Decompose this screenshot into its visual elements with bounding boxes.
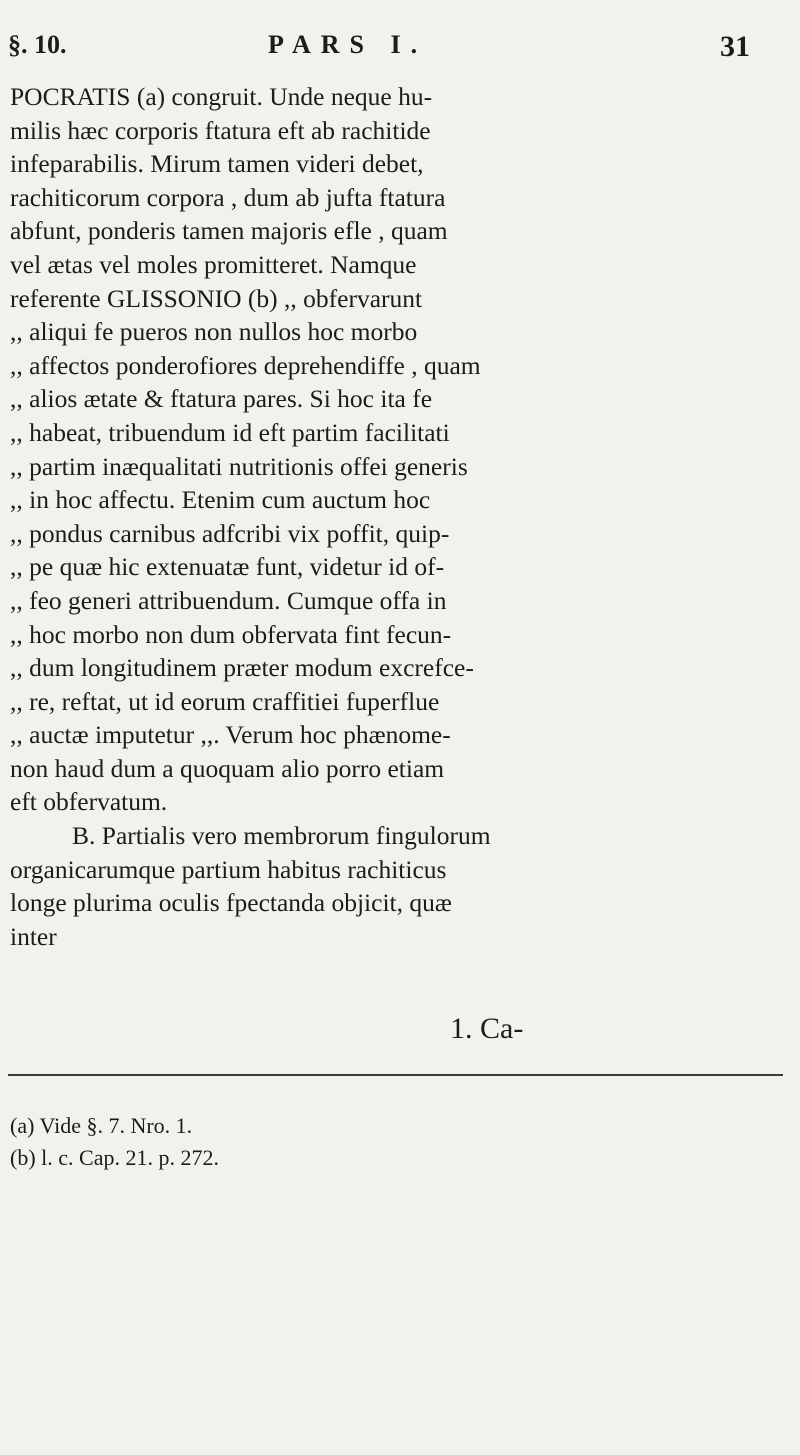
footnote-divider — [8, 1074, 783, 1076]
body-text — [10, 80, 780, 953]
part-title: PARS I. — [268, 30, 428, 59]
text-line: non haud dum a quoquam alio porro etiam — [10, 753, 445, 783]
text-line: vel ætas vel moles promitteret. Namque — [10, 249, 417, 279]
text-line: ,, feo generi attribuendum. Cumque offa in — [10, 585, 447, 615]
text-line: ,, in hoc affectu. Etenim cum auctum hoc — [10, 485, 431, 515]
text-line: organicarumque partium habitus rachiticus — [10, 854, 447, 884]
text-line: inter — [10, 921, 57, 951]
text-line: milis hæc corporis ftatura eft ab rachitide — [10, 115, 431, 145]
text-line: ,, re, reftat, ut id eorum craffitiei fuperflue — [10, 686, 440, 716]
text-line: rachiticorum corpora , dum ab jufta ftatura — [10, 182, 446, 212]
text-line: ,, auctæ imputetur ,,. Verum hoc phænome- — [10, 720, 451, 750]
text-line: abfunt, ponderis tamen majoris efle , quam — [10, 216, 448, 246]
footnotes — [10, 1110, 219, 1174]
text-line: referente GLISSONIO (b) ,, obfervarunt — [10, 283, 423, 313]
text-line: ,, affectos ponderofiores deprehendiffe , quam — [10, 350, 481, 380]
running-head — [0, 22, 800, 62]
footnote-a: (a) Vide §. 7. Nro. 1. — [10, 1113, 193, 1138]
text-line: B. Partialis vero membrorum fingulorum — [72, 821, 491, 851]
page-number: 31 — [720, 30, 750, 63]
text-line: ,, pe quæ hic extenuatæ funt, videtur id of- — [10, 552, 445, 582]
text-line: ,, dum longitudinem præter modum excrefce- — [10, 653, 474, 683]
text-line: eft obfervatum. — [10, 787, 168, 817]
text-line: ,, habeat, tribuendum id eft partim facilitati — [10, 417, 450, 447]
text-line: longe plurima oculis fpectanda objicit, quæ — [10, 888, 452, 918]
section-number: §. 10. — [8, 30, 67, 59]
footnote-b: (b) l. c. Cap. 21. p. 272. — [10, 1145, 219, 1170]
text-line: ,, partim inæqualitati nutritionis offei generis — [10, 451, 468, 481]
text-line: ,, aliqui fe pueros non nullos hoc morbo — [10, 317, 418, 347]
catchword: 1. Ca- — [450, 1012, 524, 1045]
text-line: ,, hoc morbo non dum obfervata fint fecun- — [10, 619, 452, 649]
text-line: ,, alios ætate & ftatura pares. Si hoc ita fe — [10, 384, 433, 414]
text-line: ,, pondus carnibus adfcribi vix poffit, quip- — [10, 518, 450, 548]
text-line: POCRATIS (a) congruit. Unde neque hu- — [10, 82, 433, 111]
text-line: infeparabilis. Mirum tamen videri debet, — [10, 149, 424, 179]
